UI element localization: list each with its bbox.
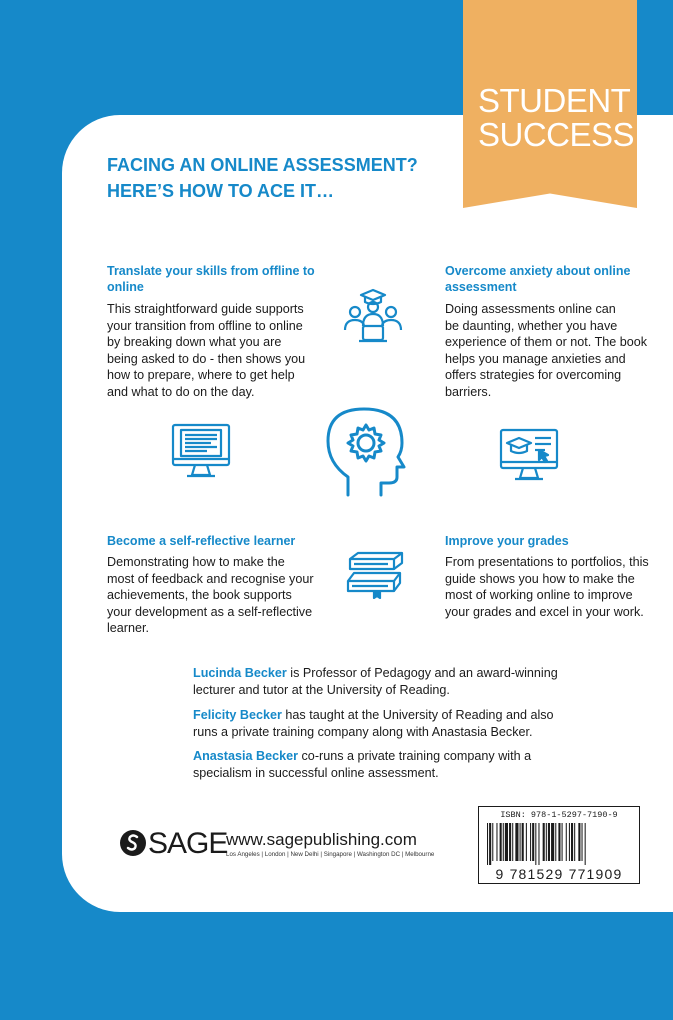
barcode-bar: [535, 823, 536, 865]
author-anastasia: [193, 748, 593, 782]
barcode-bar: [503, 823, 504, 861]
isbn-barcode: [478, 806, 640, 884]
author-bio-line: runs a private training company along with Anastasia Becker.: [193, 725, 533, 739]
barcode-bar: [585, 823, 586, 865]
head-gear-icon: [326, 407, 406, 497]
content-panel: [62, 115, 673, 912]
section-translate-body: [107, 301, 337, 401]
body-line: Demonstrating how to make the: [107, 555, 285, 569]
barcode-bar: [571, 823, 573, 861]
barcode-bars: [487, 823, 631, 865]
barcode-bar: [520, 823, 521, 861]
body-line: your grades and excel in your work.: [445, 604, 644, 619]
barcode-bar: [496, 823, 497, 861]
barcode-bar: [566, 823, 567, 861]
section-grades-title: Improve your grades: [445, 534, 569, 548]
author-bio-line: co-runs a private training company with a: [298, 749, 532, 763]
publisher-cities: Los Angeles | London | New Delhi | Singapore | Washington DC | Melbourne: [226, 851, 435, 858]
isbn-digits: 9 781529 771909: [495, 866, 623, 882]
section-title-line: Translate your skills from offline to: [107, 264, 315, 278]
body-line: most of working online to improve: [445, 588, 633, 603]
barcode-bar: [558, 823, 560, 861]
barcode-bar: [582, 823, 583, 861]
section-title-line: Overcome anxiety about online: [445, 264, 631, 278]
computer-document-icon: [171, 423, 231, 479]
author-lucinda: [193, 665, 593, 699]
publisher-url[interactable]: www.sagepublishing.com: [226, 830, 417, 849]
author-name: Anastasia Becker: [193, 749, 299, 763]
section-reflective-body: [107, 554, 337, 637]
body-line: experience of them or not. The book: [445, 335, 648, 350]
ribbon-line2: SUCCESS: [478, 116, 635, 153]
body-line: and what to do on the day.: [107, 384, 255, 399]
ribbon-line1: STUDENT: [478, 82, 631, 119]
group-graduation-icon: [343, 288, 403, 344]
headline-line1: FACING AN ONLINE ASSESSMENT?: [107, 155, 418, 175]
headline-line2: HERE’S HOW TO ACE IT…: [107, 181, 335, 201]
barcode-bar: [505, 823, 508, 861]
body-line: most of feedback and recognise your: [107, 571, 314, 586]
section-title-line: assessment: [445, 280, 517, 294]
ribbon-title: [478, 82, 635, 153]
body-line: learner.: [107, 621, 150, 636]
section-title-line: online: [107, 280, 144, 294]
section-reflective-title: Become a self-reflective learner: [107, 534, 296, 548]
author-bio-line: is Professor of Pedagogy and an award-winning: [286, 666, 558, 680]
barcode-bar: [548, 823, 550, 861]
sage-wordmark: SAGE: [148, 827, 228, 860]
body-line: From presentations to portfolios, this: [445, 555, 649, 569]
body-line: helps you manage anxieties and: [445, 351, 626, 366]
barcode-bar: [512, 823, 513, 861]
barcode-bar: [509, 823, 511, 861]
body-line: Doing assessments online can: [445, 302, 616, 316]
barcode-bar: [555, 823, 556, 861]
computer-graduation-icon: [499, 428, 559, 482]
barcode-bar: [526, 823, 527, 861]
barcode-bar: [532, 823, 534, 861]
publisher-logo: [120, 827, 435, 862]
stacked-books-icon: [344, 551, 406, 599]
body-line: barriers.: [445, 384, 492, 399]
author-name: Felicity Becker: [193, 708, 282, 722]
body-line: guide shows you how to make the: [445, 571, 635, 586]
body-line: your development as a self-reflective: [107, 604, 313, 619]
author-bio-line: specialism in successful online assessment.: [193, 766, 439, 780]
barcode-bar: [546, 823, 547, 861]
barcode-bar: [574, 823, 575, 861]
barcode-bar: [578, 823, 580, 861]
isbn-label: ISBN: 978-1-5297-7190-9: [500, 810, 618, 820]
barcode-bar: [543, 823, 545, 861]
sage-logo-icon: [120, 830, 146, 856]
barcode-bar: [492, 823, 493, 861]
barcode-bar: [530, 823, 531, 861]
author-felicity: [193, 707, 593, 741]
section-grades-body: [445, 554, 665, 620]
barcode-bar: [562, 823, 563, 861]
barcode-bar: [522, 823, 524, 861]
body-line: how to prepare, where to get help: [107, 368, 295, 383]
body-line: offers strategies for overcoming: [445, 368, 622, 383]
body-line: achievements, the book supports: [107, 588, 292, 603]
body-line: be daunting, whether you have: [445, 318, 618, 333]
section-anxiety-body: [445, 301, 660, 401]
body-line: your transition from offline to online: [107, 318, 303, 333]
barcode-bar: [515, 823, 518, 861]
body-line: being asked to do - then shows you: [107, 351, 306, 366]
barcode-bar: [538, 823, 539, 865]
barcode-bar: [487, 823, 488, 865]
body-line: by breaking down what you are: [107, 335, 282, 350]
barcode-bar: [569, 823, 570, 861]
author-name: Lucinda Becker: [193, 666, 287, 680]
headline: [107, 152, 418, 204]
author-bio-line: lecturer and tutor at the University of Reading.: [193, 683, 450, 697]
section-anxiety-title: [445, 263, 630, 295]
barcode-bar: [551, 823, 554, 861]
barcode-bar: [489, 823, 491, 865]
author-bio-line: has taught at the University of Reading and also: [281, 708, 554, 722]
body-line: This straightforward guide supports: [107, 302, 304, 316]
barcode-bar: [500, 823, 502, 861]
section-translate-title: [107, 263, 315, 295]
